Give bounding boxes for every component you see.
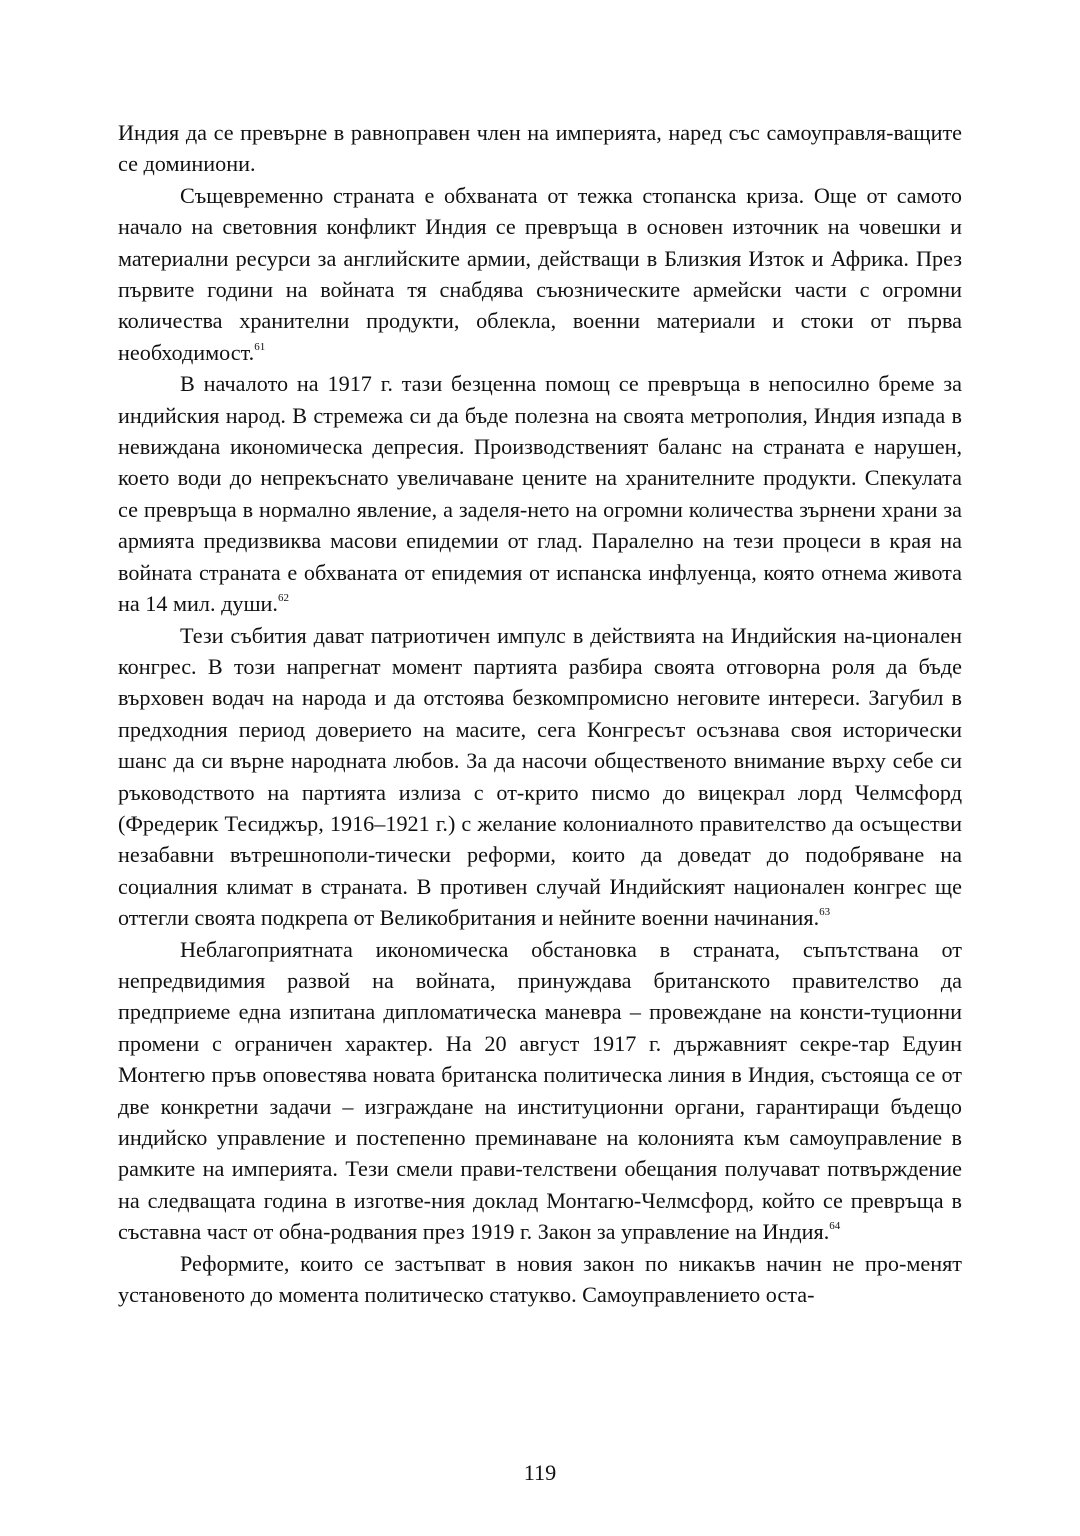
- paragraph-text: Същевременно страната е обхваната от тежка стопанска криза. Още от самото начало на световния конфликт Индия се превръща в основен източник на човешки и материални ресурси за английските армии, действащи в Близкия Изток и Африка. През първите години на войната тя снабдява съюзническите армейски части с огромни количества хранителни продукти, облекла, военни материали и стоки от първа необходимост.: [118, 182, 962, 365]
- paragraph-text: Индия да се превърне в равноправен член на империята, наред със самоуправля-ващите се доминиони.: [118, 120, 962, 177]
- footnote-ref: 62: [277, 592, 289, 605]
- paragraph: [118, 620, 962, 934]
- paragraph-text: В началото на 1917 г. тази безценна помощ се превръща в непосилно бреме за индийския народ. В стремежа си да бъде полезна на своята метрополия, Индия изпада в невиждана икономическа депресия. Производственият баланс на страната е нарушен, което води до непрекъснато увеличаване цените на хранителните продукти. Спекулата се превръща в нормално явление, а заделя-нето на огромни количества зърнени храни за армията предизвиква масови епидемии от глад. Паралелно на тези процеси в края на войната страната е обхваната от епидемия от испанска инфлуенца, която отнема живота на 14 мил. души.: [118, 371, 962, 617]
- page-body: [118, 117, 962, 1310]
- footnote-ref: 64: [829, 1220, 841, 1233]
- paragraph: [118, 1248, 962, 1311]
- paragraph: [118, 368, 962, 619]
- paragraph: [118, 934, 962, 1248]
- paragraph-text: Реформите, които се застъпват в новия закон по никакъв начин не про-менят установеното до момента политическо статукво. Самоуправлението оста-: [118, 1250, 962, 1308]
- paragraph: [118, 180, 962, 368]
- footnote-ref: 61: [254, 340, 266, 353]
- footnote-ref: 63: [819, 906, 831, 919]
- paragraph: [118, 117, 962, 180]
- paragraph-text: Неблагоприятната икономическа обстановка в страната, съпътствана от непредвидимия развой на войната, принуждава британското правителство да предприеме една изпитана дипломатическа маневра – провеждане на консти-туционни промени с ограничен характер. На 20 август 1917 г. държавният секре-тар Едуин Монтегю пръв оповестява новата британска политическа линия в Индия, състояща се от две конкретни задачи – изграждане на институционни органи, гарантиращи бъдещо индийско управление и постепенно преминаване на колонията към самоуправление в рамките на империята. Тези смели прави-телствени обещания получават потвърждение на следващата година в изготве-ния доклад Монтагю-Челмсфорд, който се превръща в съставна част от обна-родвания през 1919 г. Закон за управление на Индия.: [118, 936, 962, 1245]
- page-number: 119: [523, 1460, 557, 1485]
- paragraph-text: Тези събития дават патриотичен импулс в действията на Индийския на-ционален конгрес. В този напрегнат момент партията разбира своята отговорна роля да бъде върховен водач на народа и да отстоява безкомпромисно неговите интереси. Загубил в предходния период доверието на масите, сега Конгресът осъзнава своя исторически шанс да си върне народната любов. За да насочи общественото внимание върху себе си ръководството на партията излиза с от-крито писмо до вицекрал лорд Челмсфорд (Фредерик Тесиджър, 1916–1921 г.) с желание колониалното правителство да осъществи незабавни вътрешнополи-тически реформи, които да доведат до подобряване на социалния климат в страната. В противен случай Индийският национален конгрес ще оттегли своята подкрепа от Великобритания и нейните военни начинания.: [118, 622, 962, 931]
